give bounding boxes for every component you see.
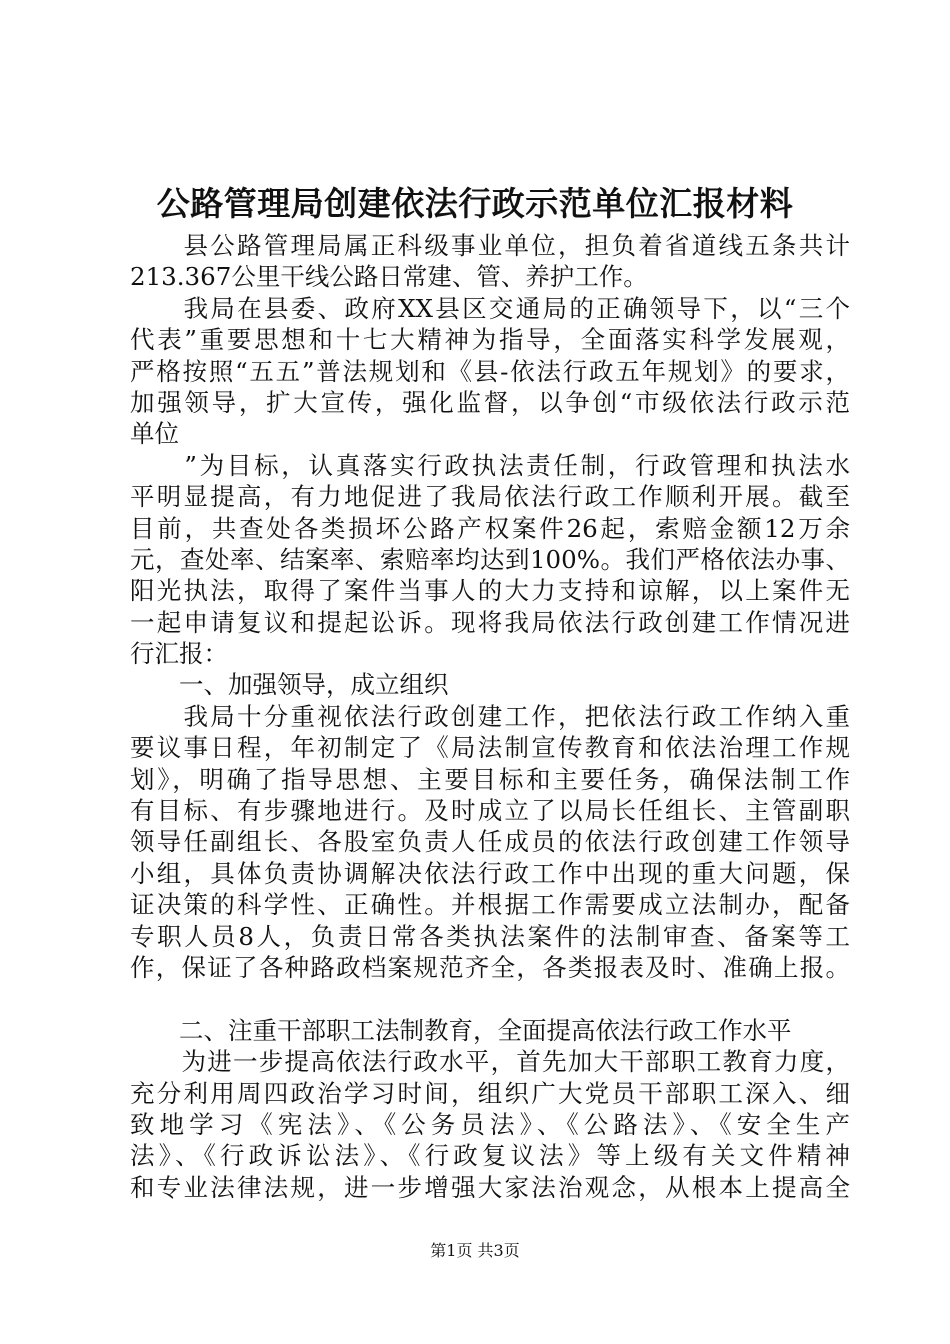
body-line: 法》、《行政诉讼法》、《行政复议法》等上级有关文件精神 <box>130 1141 850 1171</box>
body-line: 严格按照“五五”普法规划和《县-依法行政五年规划》的要求， <box>130 356 850 386</box>
body-line: 代表”重要思想和十七大精神为指导，全面落实科学发展观， <box>130 325 850 355</box>
document-body <box>130 230 850 1203</box>
body-line: 213.367公里干线公路日常建、管、养护工作。 <box>130 262 648 292</box>
body-line: 证决策的科学性、正确性。并根据工作需要成立法制办，配备 <box>130 890 850 920</box>
body-line: 平明显提高，有力地促进了我局依法行政工作顺利开展。截至 <box>130 482 850 512</box>
body-line: 县公路管理局属正科级事业单位，担负着省道线五条共计 <box>130 231 850 260</box>
page-footer: 第1页 共3页 <box>430 1241 520 1260</box>
body-line: 一起申请复议和提起讼诉。现将我局依法行政创建工作情况进 <box>130 607 850 637</box>
body-line: 行汇报： <box>130 639 228 669</box>
body-line: 致地学习《宪法》、《公务员法》、《公路法》、《安全生产 <box>130 1109 850 1139</box>
body-line: 作，保证了各种路政档案规范齐全，各类报表及时、准确上报。 <box>130 952 850 982</box>
body-line: 领导任副组长、各股室负责人任成员的依法行政创建工作领导 <box>130 827 850 857</box>
body-line: 充分利用周四政治学习时间，组织广大党员干部职工深入、细 <box>130 1078 850 1108</box>
body-line: 单位 <box>130 419 179 449</box>
body-line: 和专业法律法规，进一步增强大家法治观念，从根本上提高全 <box>130 1172 850 1202</box>
body-line: 有目标、有步骤地进行。及时成立了以局长任组长、主管副职 <box>130 796 850 826</box>
body-line: 划》，明确了指导思想、主要目标和主要任务，确保法制工作 <box>130 764 850 794</box>
section-heading: 一、加强领导，成立组织 <box>130 670 449 700</box>
body-line: 专职人员8人，负责日常各类执法案件的法制审查、备案等工 <box>130 921 850 951</box>
body-line: 小组，具体负责协调解决依法行政工作中出现的重大问题，保 <box>130 858 850 888</box>
body-line: 加强领导，扩大宣传，强化监督，以争创“市级依法行政示范 <box>130 387 850 417</box>
body-line: 目前，共查处各类损坏公路产权案件26起，索赔金额12万余 <box>130 513 850 543</box>
paragraph-gap <box>130 983 850 1014</box>
body-line: 阳光执法，取得了案件当事人的大力支持和谅解，以上案件无 <box>130 576 850 606</box>
document-title: 公路管理局创建依法行政示范单位汇报材料 <box>156 184 794 223</box>
body-line: 我局十分重视依法行政创建工作，把依法行政工作纳入重 <box>130 701 850 731</box>
section-heading: 二、注重干部职工法制教育，全面提高依法行政工作水平 <box>130 1015 792 1045</box>
body-line: 要议事日程，年初制定了《局法制宣传教育和依法治理工作规 <box>130 733 850 763</box>
body-line: ”为目标，认真落实行政执法责任制，行政管理和执法水 <box>130 450 850 480</box>
body-line: 我局在县委、政府XX县区交通局的正确领导下，以“三个 <box>130 293 850 323</box>
body-line: 元，查处率、结案率、索赔率均达到100%。我们严格依法办事、 <box>130 544 850 574</box>
body-line: 为进一步提高依法行政水平，首先加大干部职工教育力度， <box>130 1047 850 1077</box>
